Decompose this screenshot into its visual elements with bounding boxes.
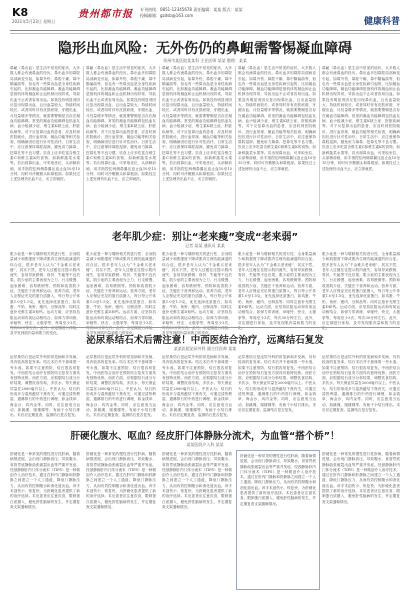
article-body: 肝硬化是一种常见的慢性进行性肝病，随着病情进展，会出现门静脉高压，导致腹水、食管胃底静脉曲张破裂出血等严重并发症。经颈静脉肝内门体分流术（TIPS）是一种微创介入治疗技术，通过在肝内门静脉和肝静脉之间建立一个人工通道，降低门静脉压力，从而有效控制腹水和消化道出血。该手术创伤小、恢复快，为肝硬化患者提供了新的治疗选择。术后患者应注意饮食，限制蛋白质摄入，避免肝性脑病的发生，并定期复查支架通畅情况。 xyxy=(86,452,156,509)
article-body: 肌少症是一种与增龄相关的进行性、全身肌量减少和肌强度下降或肌肉生理功能减退的综合征。很多老年人认为“千金难买老来瘦”，其实不然，老年人过瘦往往提示肌肉流失，容易导致跌倒、骨折、失能等不良后果。肌少症的主要表现为乏力、行走缓慢、起坐困难、容易跌倒等。预防和改善肌少症，关键在于营养和运动。营养方面，老年人应保证充足的蛋白质摄入，每日每公斤体重1.0至1.5克，优先选择优质蛋白，如鸡蛋、牛奶、鱼虾、瘦肉、豆制品等；同时注意补充维生素D和钙。运动方面，应坚持抗阻运动和有氧运动相结合，如弹力带训练、举哑铃、快走、太极拳等，每周至少3次，每次30分钟左右。此外，应定期进行体检，及早发现肌肉量和肌力的变化。 xyxy=(322,252,400,331)
contact-info xyxy=(140,7,243,19)
article-byline: 某某医院介入科 某某 xyxy=(186,442,224,447)
article-body: 泌尿系结石是泌尿外科的常见病和多发病，具有较高的复发率。结石术后并不意味着一劳永逸，如果不注意预防，结石很容易复发。中西医结合治疗在预防结石复发方面具有独特优势。西医方面，应根据结石成分分析结果，调整饮食结构，多饮水，每天保证尿量在2000毫升以上。中医认为，结石的形成多与湿热蕴结下焦有关，可通过清热利湿、通淋排石的中药进行调理，如金钱草、海金沙、鸡内金等。同时，应注意适当运动，如跳绳、爬楼梯等，有助于小结石排出。术后应定期复查，监测结石是否复发。 xyxy=(238,355,316,412)
article-body: 鼻衄（鼻出血）是生活中常见的症状，大多数人都会有流鼻血的经历。鼻出血多因鼻腔局部病变引起，如鼻外伤、鼻腔干燥、鼻中隔偏曲等，但也有一些鼻出血是全身性疾病引起的，比如凝血功能障碍。凝血功能障碍是指机体的凝血和止血机制出现异常，导致出血不止或者容易出血。如果没有明显诱因反复出现鼻出血，且出血量较大、持续时间较长，或者同时伴有皮肤瘀斑、牙龈出血、月经量增多等情况，就需要警惕是否存在凝血功能障碍。常见的凝血功能障碍包括血友病、血小板减少症、维生素K缺乏症、肝脏疾病等。对于反复鼻出血的患者，应及时到医院就诊，进行血常规、凝血功能等相关检查，明确病因后进行针对性治疗。日常生活中，应注意保持鼻腔湿润，避免用力擤鼻、挖鼻孔等不良习惯。饮食上应多吃富含维生素C和维生素K的食物，如新鲜蔬菜水果等。若出现鼻出血，可采取坐位，头部稍前倾，用手指捏住两侧鼻翼压迫止血10至15分钟，同时可冷敷额头和鼻根部。如果经过上述处理仍出血不止，应立即就医。 xyxy=(10,66,80,182)
article-divider xyxy=(10,222,400,223)
sidebar-box xyxy=(236,450,320,590)
issue-date: 2021年5月23日 星期日 xyxy=(12,19,56,24)
article-divider xyxy=(10,327,400,328)
article-body: 肌少症是一种与增龄相关的进行性、全身肌量减少和肌强度下降或肌肉生理功能减退的综合征。很多老年人认为“千金难买老来瘦”，其实不然，老年人过瘦往往提示肌肉流失，容易导致跌倒、骨折、失能等不良后果。肌少症的主要表现为乏力、行走缓慢、起坐困难、容易跌倒等。预防和改善肌少症，关键在于营养和运动。营养方面，老年人应保证充足的蛋白质摄入，每日每公斤体重1.0至1.5克，优先选择优质蛋白，如鸡蛋、牛奶、鱼虾、瘦肉、豆制品等；同时注意补充维生素D和钙。运动方面，应坚持抗阻运动和有氧运动相结合，如弹力带训练、举哑铃、快走、太极拳等，每周至少3次，每次30分钟左右。此外，应定期进行体检，及早发现肌肉量和肌力的变化。 xyxy=(10,252,80,336)
page-number: K8 xyxy=(12,6,29,19)
article-body: 肌少症是一种与增龄相关的进行性、全身肌量减少和肌强度下降或肌肉生理功能减退的综合征。很多老年人认为“千金难买老来瘦”，其实不然，老年人过瘦往往提示肌肉流失，容易导致跌倒、骨折、失能等不良后果。肌少症的主要表现为乏力、行走缓慢、起坐困难、容易跌倒等。预防和改善肌少症，关键在于营养和运动。营养方面，老年人应保证充足的蛋白质摄入，每日每公斤体重1.0至1.5克，优先选择优质蛋白，如鸡蛋、牛奶、鱼虾、瘦肉、豆制品等；同时注意补充维生素D和钙。运动方面，应坚持抗阻运动和有氧运动相结合，如弹力带训练、举哑铃、快走、太极拳等，每周至少3次，每次30分钟左右。此外，应定期进行体检，及早发现肌肉量和肌力的变化。 xyxy=(238,252,316,331)
article-body: 泌尿系结石是泌尿外科的常见病和多发病，具有较高的复发率。结石术后并不意味着一劳永逸，如果不注意预防，结石很容易复发。中西医结合治疗在预防结石复发方面具有独特优势。西医方面，应根据结石成分分析结果，调整饮食结构，多饮水，每天保证尿量在2000毫升以上。中医认为，结石的形成多与湿热蕴结下焦有关，可通过清热利湿、通淋排石的中药进行调理，如金钱草、海金沙、鸡内金等。同时，应注意适当运动，如跳绳、爬楼梯等，有助于小结石排出。术后应定期复查，监测结石是否复发。 xyxy=(86,355,156,418)
article-headline: 泌尿系结石术后需注意！中西医结合治疗，远离结石复发 xyxy=(86,335,324,346)
article-body: 泌尿系结石是泌尿外科的常见病和多发病，具有较高的复发率。结石术后并不意味着一劳永逸，如果不注意预防，结石很容易复发。中西医结合治疗在预防结石复发方面具有独特优势。西医方面，应根据结石成分分析结果，调整饮食结构，多饮水，每天保证尿量在2000毫升以上。中医认为，结石的形成多与湿热蕴结下焦有关，可通过清热利湿、通淋排石的中药进行调理，如金钱草、海金沙、鸡内金等。同时，应注意适当运动，如跳绳、爬楼梯等，有助于小结石排出。术后应定期复查，监测结石是否复发。 xyxy=(322,355,400,412)
article-body: 鼻衄（鼻出血）是生活中常见的症状，大多数人都会有流鼻血的经历。鼻出血多因鼻腔局部病变引起，如鼻外伤、鼻腔干燥、鼻中隔偏曲等，但也有一些鼻出血是全身性疾病引起的，比如凝血功能障碍。凝血功能障碍是指机体的凝血和止血机制出现异常，导致出血不止或者容易出血。如果没有明显诱因反复出现鼻出血，且出血量较大、持续时间较长，或者同时伴有皮肤瘀斑、牙龈出血、月经量增多等情况，就需要警惕是否存在凝血功能障碍。常见的凝血功能障碍包括血友病、血小板减少症、维生素K缺乏症、肝脏疾病等。对于反复鼻出血的患者，应及时到医院就诊，进行血常规、凝血功能等相关检查，明确病因后进行针对性治疗。日常生活中，应注意保持鼻腔湿润，避免用力擤鼻、挖鼻孔等不良习惯。饮食上应多吃富含维生素C和维生素K的食物，如新鲜蔬菜水果等。若出现鼻出血，可采取坐位，头部稍前倾，用手指捏住两侧鼻翼压迫止血10至15分钟，同时可冷敷额头和鼻根部。如果经过上述处理仍出血不止，应立即就医。 xyxy=(322,66,400,171)
section-title: 健康科普 xyxy=(363,17,400,27)
page-header xyxy=(0,0,410,42)
contact-line: 专刊热线：0851-12345678 责任编辑：某某 版式：某某 xyxy=(140,7,243,12)
contact-line: 投稿邮箱：gzdsb@163.com xyxy=(140,13,194,18)
article-headline: 隐形出血风险：无外伤仍的鼻衄需警惕凝血障碍 xyxy=(58,41,352,57)
article-body: 鼻衄（鼻出血）是生活中常见的症状，大多数人都会有流鼻血的经历。鼻出血多因鼻腔局部病变引起，如鼻外伤、鼻腔干燥、鼻中隔偏曲等，但也有一些鼻出血是全身性疾病引起的，比如凝血功能障碍。凝血功能障碍是指机体的凝血和止血机制出现异常，导致出血不止或者容易出血。如果没有明显诱因反复出现鼻出血，且出血量较大、持续时间较长，或者同时伴有皮肤瘀斑、牙龈出血、月经量增多等情况，就需要警惕是否存在凝血功能障碍。常见的凝血功能障碍包括血友病、血小板减少症、维生素K缺乏症、肝脏疾病等。对于反复鼻出血的患者，应及时到医院就诊，进行血常规、凝血功能等相关检查，明确病因后进行针对性治疗。日常生活中，应注意保持鼻腔湿润，避免用力擤鼻、挖鼻孔等不良习惯。饮食上应多吃富含维生素C和维生素K的食物，如新鲜蔬菜水果等。若出现鼻出血，可采取坐位，头部稍前倾，用手指捏住两侧鼻翼压迫止血10至15分钟，同时可冷敷额头和鼻根部。如果经过上述处理仍出血不止，应立即就医。 xyxy=(86,66,156,182)
article-byline: 贵州市某医院某某科 主任医师 某某 整理：某某 xyxy=(163,58,247,63)
column-divider xyxy=(159,66,160,216)
article-body: 肌少症是一种与增龄相关的进行性、全身肌量减少和肌强度下降或肌肉生理功能减退的综合征。很多老年人认为“千金难买老来瘦”，其实不然，老年人过瘦往往提示肌肉流失，容易导致跌倒、骨折、失能等不良后果。肌少症的主要表现为乏力、行走缓慢、起坐困难、容易跌倒等。预防和改善肌少症，关键在于营养和运动。营养方面，老年人应保证充足的蛋白质摄入，每日每公斤体重1.0至1.5克，优先选择优质蛋白，如鸡蛋、牛奶、鱼虾、瘦肉、豆制品等；同时注意补充维生素D和钙。运动方面，应坚持抗阻运动和有氧运动相结合，如弹力带训练、举哑铃、快走、太极拳等，每周至少3次，每次30分钟左右。此外，应定期进行体检，及早发现肌肉量和肌力的变化。 xyxy=(162,252,232,336)
article-byline: 记者 某某 通讯员 某某 xyxy=(185,243,225,248)
newspaper-logo: 贵州都市报 xyxy=(78,9,133,20)
column-divider xyxy=(319,66,320,216)
article-body: 肝硬化是一种常见的慢性进行性肝病，随着病情进展，会出现门静脉高压，导致腹水、食管胃底静脉曲张破裂出血等严重并发症。经颈静脉肝内门体分流术（TIPS）是一种微创介入治疗技术，通过在肝内门静脉和肝静脉之间建立一个人工通道，降低门静脉压力，从而有效控制腹水和消化道出血。该手术创伤小、恢复快，为肝硬化患者提供了新的治疗选择。术后患者应注意饮食，限制蛋白质摄入，避免肝性脑病的发生，并定期复查支架通畅情况。 xyxy=(10,452,80,509)
column-divider xyxy=(235,66,236,216)
article-byline: 某某医院泌尿外科 副主任医师 某某 xyxy=(173,346,237,351)
article-headline: 老年肌少症：别让“老来瘦”变成“老来弱” xyxy=(111,232,299,243)
article-body: 鼻衄（鼻出血）是生活中常见的症状，大多数人都会有流鼻血的经历。鼻出血多因鼻腔局部病变引起，如鼻外伤、鼻腔干燥、鼻中隔偏曲等，但也有一些鼻出血是全身性疾病引起的，比如凝血功能障碍。凝血功能障碍是指机体的凝血和止血机制出现异常，导致出血不止或者容易出血。如果没有明显诱因反复出现鼻出血，且出血量较大、持续时间较长，或者同时伴有皮肤瘀斑、牙龈出血、月经量增多等情况，就需要警惕是否存在凝血功能障碍。常见的凝血功能障碍包括血友病、血小板减少症、维生素K缺乏症、肝脏疾病等。对于反复鼻出血的患者，应及时到医院就诊，进行血常规、凝血功能等相关检查，明确病因后进行针对性治疗。日常生活中，应注意保持鼻腔湿润，避免用力擤鼻、挖鼻孔等不良习惯。饮食上应多吃富含维生素C和维生素K的食物，如新鲜蔬菜水果等。若出现鼻出血，可采取坐位，头部稍前倾，用手指捏住两侧鼻翼压迫止血10至15分钟，同时可冷敷额头和鼻根部。如果经过上述处理仍出血不止，应立即就医。 xyxy=(238,66,316,171)
article-body: 鼻衄（鼻出血）是生活中常见的症状，大多数人都会有流鼻血的经历。鼻出血多因鼻腔局部病变引起，如鼻外伤、鼻腔干燥、鼻中隔偏曲等，但也有一些鼻出血是全身性疾病引起的，比如凝血功能障碍。凝血功能障碍是指机体的凝血和止血机制出现异常，导致出血不止或者容易出血。如果没有明显诱因反复出现鼻出血，且出血量较大、持续时间较长，或者同时伴有皮肤瘀斑、牙龈出血、月经量增多等情况，就需要警惕是否存在凝血功能障碍。常见的凝血功能障碍包括血友病、血小板减少症、维生素K缺乏症、肝脏疾病等。对于反复鼻出血的患者，应及时到医院就诊，进行血常规、凝血功能等相关检查，明确病因后进行针对性治疗。日常生活中，应注意保持鼻腔湿润，避免用力擤鼻、挖鼻孔等不良习惯。饮食上应多吃富含维生素C和维生素K的食物，如新鲜蔬菜水果等。若出现鼻出血，可采取坐位，头部稍前倾，用手指捏住两侧鼻翼压迫止血10至15分钟，同时可冷敷额头和鼻根部。如果经过上述处理仍出血不止，应立即就医。 xyxy=(162,66,232,182)
article-body: 肌少症是一种与增龄相关的进行性、全身肌量减少和肌强度下降或肌肉生理功能减退的综合征。很多老年人认为“千金难买老来瘦”，其实不然，老年人过瘦往往提示肌肉流失，容易导致跌倒、骨折、失能等不良后果。肌少症的主要表现为乏力、行走缓慢、起坐困难、容易跌倒等。预防和改善肌少症，关键在于营养和运动。营养方面，老年人应保证充足的蛋白质摄入，每日每公斤体重1.0至1.5克，优先选择优质蛋白，如鸡蛋、牛奶、鱼虾、瘦肉、豆制品等；同时注意补充维生素D和钙。运动方面，应坚持抗阻运动和有氧运动相结合，如弹力带训练、举哑铃、快走、太极拳等，每周至少3次，每次30分钟左右。此外，应定期进行体检，及早发现肌肉量和肌力的变化。 xyxy=(86,252,156,336)
article-body: 肝硬化是一种常见的慢性进行性肝病，随着病情进展，会出现门静脉高压，导致腹水、食管胃底静脉曲张破裂出血等严重并发症。经颈静脉肝内门体分流术（TIPS）是一种微创介入治疗技术，通过在肝内门静脉和肝静脉之间建立一个人工通道，降低门静脉压力，从而有效控制腹水和消化道出血。该手术创伤小、恢复快，为肝硬化患者提供了新的治疗选择。术后患者应注意饮食，限制蛋白质摄入，避免肝性脑病的发生，并定期复查支架通畅情况。 xyxy=(240,454,316,506)
article-body: 泌尿系结石是泌尿外科的常见病和多发病，具有较高的复发率。结石术后并不意味着一劳永逸，如果不注意预防，结石很容易复发。中西医结合治疗在预防结石复发方面具有独特优势。西医方面，应根据结石成分分析结果，调整饮食结构，多饮水，每天保证尿量在2000毫升以上。中医认为，结石的形成多与湿热蕴结下焦有关，可通过清热利湿、通淋排石的中药进行调理，如金钱草、海金沙、鸡内金等。同时，应注意适当运动，如跳绳、爬楼梯等，有助于小结石排出。术后应定期复查，监测结石是否复发。 xyxy=(10,355,80,418)
column-divider xyxy=(83,66,84,216)
article-divider xyxy=(10,421,400,422)
article-body: 泌尿系结石是泌尿外科的常见病和多发病，具有较高的复发率。结石术后并不意味着一劳永逸，如果不注意预防，结石很容易复发。中西医结合治疗在预防结石复发方面具有独特优势。西医方面，应根据结石成分分析结果，调整饮食结构，多饮水，每天保证尿量在2000毫升以上。中医认为，结石的形成多与湿热蕴结下焦有关，可通过清热利湿、通淋排石的中药进行调理，如金钱草、海金沙、鸡内金等。同时，应注意适当运动，如跳绳、爬楼梯等，有助于小结石排出。术后应定期复查，监测结石是否复发。 xyxy=(162,355,232,418)
header-divider xyxy=(10,30,400,31)
article-body: 肝硬化是一种常见的慢性进行性肝病，随着病情进展，会出现门静脉高压，导致腹水、食管胃底静脉曲张破裂出血等严重并发症。经颈静脉肝内门体分流术（TIPS）是一种微创介入治疗技术，通过在肝内门静脉和肝静脉之间建立一个人工通道，降低门静脉压力，从而有效控制腹水和消化道出血。该手术创伤小、恢复快，为肝硬化患者提供了新的治疗选择。术后患者应注意饮食，限制蛋白质摄入，避免肝性脑病的发生，并定期复查支架通畅情况。 xyxy=(162,452,232,509)
header-divider xyxy=(10,33,400,34)
article-headline: 肝硬化腹水、呕血？经皮肝门体静脉分流术，为血管“搭个桥”！ xyxy=(70,431,340,442)
article-body: 肝硬化是一种常见的慢性进行性肝病，随着病情进展，会出现门静脉高压，导致腹水、食管胃底静脉曲张破裂出血等严重并发症。经颈静脉肝内门体分流术（TIPS）是一种微创介入治疗技术，通过在肝内门静脉和肝静脉之间建立一个人工通道，降低门静脉压力，从而有效控制腹水和消化道出血。该手术创伤小、恢复快，为肝硬化患者提供了新的治疗选择。术后患者应注意饮食，限制蛋白质摄入，避免肝性脑病的发生，并定期复查支架通畅情况。 xyxy=(322,452,400,504)
